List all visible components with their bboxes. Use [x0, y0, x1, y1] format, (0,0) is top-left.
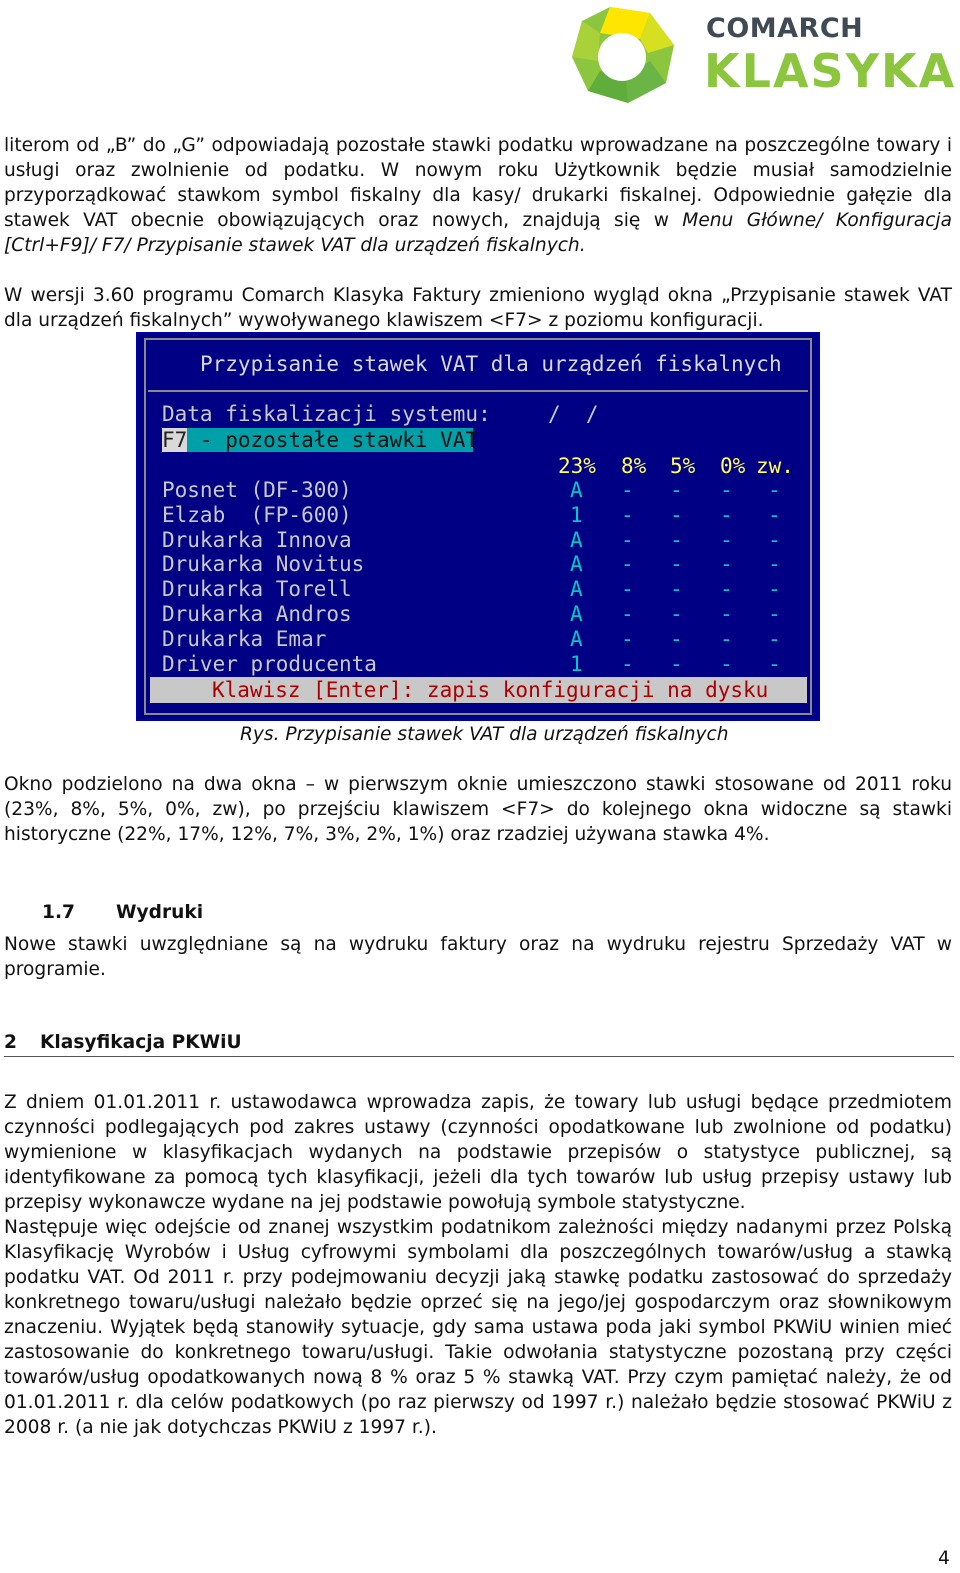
rate-header-zw: zw. — [756, 454, 794, 478]
device-rate-symbol[interactable]: - — [621, 651, 634, 676]
rate-header-5: 5% — [670, 454, 696, 478]
device-rate-symbol[interactable]: - — [621, 478, 634, 502]
device-rate-symbol[interactable]: - — [670, 651, 683, 676]
device-rate-symbol[interactable]: A — [570, 552, 583, 577]
device-rate-symbol[interactable]: - — [720, 527, 733, 552]
device-rate-symbol[interactable]: - — [621, 502, 634, 527]
printouts-paragraph: Nowe stawki uwzględniane są na wydruku faktury oraz na wydruku rejestru Sprzedaży VAT w programie. — [4, 934, 952, 980]
device-rate-symbol[interactable]: - — [670, 502, 683, 527]
logo-brand-text: COMARCH — [706, 13, 864, 44]
device-name[interactable]: Driver producenta — [162, 651, 377, 676]
window-title: Przypisanie stawek VAT dla urządzeń fiskalnych — [200, 352, 782, 376]
device-rate-symbol[interactable]: - — [768, 577, 781, 602]
vat-assignment-window-screenshot — [136, 332, 820, 721]
intro-text: literom od „B” do „G” odpowiadają pozostałe stawki podatku wprowadzane na poszczególne towary i usługi oraz zwolnienie od podatku. W nowym roku Użytkownik będzie musiał samodzielnie przyporządkować stawkom symbol fiskalny dla kasy/ drukarki fiskalnej. Odpowiednie gałęzie dla stawek VAT obecnie obowiązujących oraz nowych, znajdują się w — [4, 135, 952, 231]
device-rate-symbol[interactable]: - — [768, 651, 781, 676]
fiscal-date-label: Data fiskalizacji systemu: — [162, 402, 491, 426]
f7-other-rates-option[interactable] — [162, 428, 479, 452]
device-name[interactable]: Drukarka Torell — [162, 577, 352, 602]
device-rate-symbol[interactable]: - — [670, 527, 683, 552]
device-rate-symbol[interactable]: - — [670, 602, 683, 626]
device-name[interactable]: Drukarka Andros — [162, 602, 352, 626]
version-note-paragraph: W wersji 3.60 programu Comarch Klasyka Faktury zmieniono wygląd okna „Przypisanie stawek VAT dla urządzeń fiskalnych” wywoływanego klawiszem <F7> z poziomu konfiguracji. — [4, 285, 952, 331]
device-rate-symbol[interactable]: - — [768, 626, 781, 651]
save-config-hint: Klawisz [Enter]: zapis konfiguracji na dysku — [150, 677, 807, 703]
device-rate-symbol[interactable]: - — [720, 502, 733, 527]
device-rate-symbol[interactable]: - — [621, 577, 634, 602]
device-rate-symbol[interactable]: - — [768, 602, 781, 626]
device-rate-symbol[interactable]: A — [570, 602, 583, 626]
device-rate-symbol[interactable]: - — [720, 602, 733, 626]
device-rate-symbol[interactable]: - — [720, 552, 733, 577]
section-heading-2 — [4, 1030, 242, 1055]
menu-path-text: Menu Główne/ Konfiguracja [Ctrl+F9]/ F7/ Przypisanie stawek VAT dla urządzeń fiskalnych. — [4, 210, 952, 256]
section-title: Klasyfikacja PKWiU — [40, 1032, 242, 1053]
pkwiu-paragraph-2: Następuje więc odejście od znanej wszystkim podatnikom zależności między nadanymi przez Polską Klasyfikację Wyrobów i Usług cyfrowymi symbolami dla poszczególnych towarów/usług a stawką podatku VAT. Od 2011 r. przy podejmowaniu decyzji jaką stawkę podatku zastosować do sprzedaży konkretnego towaru/usługi należało będzie oprzeć się na jego/jej gospodarczym oraz słownikowym znaczeniu. Wyjątek będą stanowiły sytuacje, gdy sama ustawa poda jaki symbol PKWiU winien mieć zastosowanie do konkretnego towaru/usługi. Takie odwołania statystyczne pozostaną przy części towarów/usług opodatkowanych nową 8 % oraz 5 % stawką VAT. Przy czym pamiętać należy, że od 01.01.2011 r. dla celów podatkowych (po raz pierwszy od 1997 r.) należało będzie stosować PKWiU z 2008 r. (a nie jak dotychczas PKWiU z 1997 r.). — [4, 1217, 952, 1438]
device-rate-symbol[interactable]: - — [768, 502, 781, 527]
f7-label: - pozostałe stawki VAT — [187, 428, 479, 452]
device-name[interactable]: Posnet (DF-300) — [162, 478, 352, 502]
device-rate-symbol[interactable]: A — [570, 478, 583, 502]
section-number: 1.7 — [42, 902, 75, 923]
heading-rule — [4, 1056, 954, 1057]
device-name[interactable]: Drukarka Novitus — [162, 552, 365, 577]
device-rate-symbol[interactable]: - — [670, 478, 683, 502]
device-rate-symbol[interactable]: A — [570, 527, 583, 552]
device-rate-symbol[interactable]: - — [670, 626, 683, 651]
device-rate-symbol[interactable]: - — [670, 577, 683, 602]
device-rate-symbol[interactable]: - — [768, 478, 781, 502]
intro-paragraph — [4, 133, 952, 258]
title-divider — [148, 390, 808, 392]
window-description-paragraph: Okno podzielono na dwa okna – w pierwszym oknie umieszczono stawki stosowane od 2011 roku (23%, 8%, 5%, 0%, zw), po przejściu klawiszem <F7> do kolejnego okna widoczne są stawki historyczne (22%, 17%, 12%, 7%, 3%, 2%, 1%) oraz rzadziej używana stawka 4%. — [4, 774, 952, 845]
device-name[interactable]: Drukarka Innova — [162, 527, 352, 552]
device-rate-symbol[interactable]: - — [720, 478, 733, 502]
comarch-klasyka-logo — [570, 5, 957, 105]
device-rate-symbol[interactable]: - — [621, 626, 634, 651]
rate-header-23: 23% — [558, 454, 596, 478]
section-number: 2 — [4, 1032, 17, 1053]
device-rate-symbol[interactable]: 1 — [570, 651, 583, 676]
section-title: Wydruki — [116, 902, 204, 923]
device-name[interactable]: Elzab (FP-600) — [162, 502, 352, 527]
page-number: 4 — [938, 1548, 950, 1569]
device-rate-symbol[interactable]: - — [621, 602, 634, 626]
device-rate-symbol[interactable]: - — [720, 651, 733, 676]
device-rate-symbol[interactable]: - — [670, 552, 683, 577]
logo-product-text: KLASYKA — [704, 44, 957, 98]
figure-caption: Rys. Przypisanie stawek VAT dla urządzeń fiskalnych — [240, 724, 729, 745]
device-rate-symbol[interactable]: - — [720, 626, 733, 651]
section-heading-1-7 — [42, 900, 203, 925]
logo-emblem-icon — [570, 5, 682, 105]
device-rate-symbol[interactable]: A — [570, 626, 583, 651]
fiscal-date-value: / / — [548, 402, 599, 426]
device-name[interactable]: Drukarka Emar — [162, 626, 327, 651]
device-rate-symbol[interactable]: A — [570, 577, 583, 602]
device-rate-symbol[interactable]: - — [621, 552, 634, 577]
device-rate-symbol[interactable]: - — [720, 577, 733, 602]
rate-header-8: 8% — [621, 454, 647, 478]
device-rate-symbol[interactable]: 1 — [570, 502, 583, 527]
f7-key: F7 — [162, 428, 188, 452]
pkwiu-paragraph-1: Z dniem 01.01.2011 r. ustawodawca wprowadza zapis, że towary lub usługi będące przedmiotem czynności podlegających pod zakres ustawy (czynności opodatkowane lub zwolnione od podatku) wymienione w klasyfikacjach wydanych na podstawie przepisów o statystyce publicznej, są identyfikowane za pomocą tych klasyfikacji, jeżeli dla tych towarów lub usług przepisy ustawy lub przepisy wykonawcze wydane na jej podstawie powołują symbole statystyczne. — [4, 1092, 952, 1213]
device-rate-symbol[interactable]: - — [768, 527, 781, 552]
rate-header-0: 0% — [720, 454, 746, 478]
device-rate-symbol[interactable]: - — [768, 552, 781, 577]
device-rate-symbol[interactable]: - — [621, 527, 634, 552]
